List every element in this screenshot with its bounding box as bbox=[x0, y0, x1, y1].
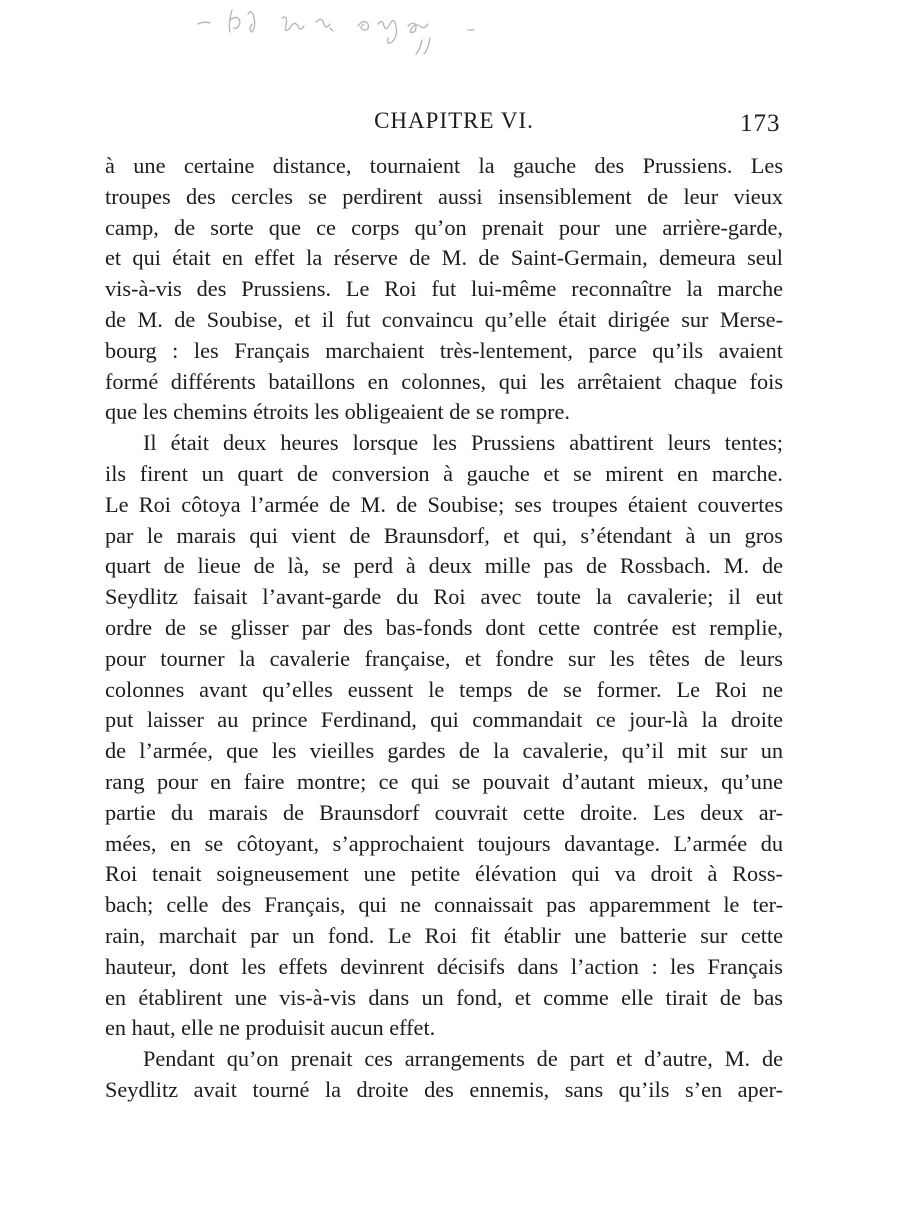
text-line: ils firent un quart de conversion à gauche et se mirent en marche. bbox=[105, 460, 783, 486]
text-line: Roi tenait soigneusement une petite élévation qui va droit à Ross- bbox=[105, 861, 783, 887]
text-line: partie du marais de Braunsdorf couvrait cette droite. Les deux ar- bbox=[105, 799, 783, 825]
text-line: hauteur, dont les effets devinrent décisifs dans l’action : les Français bbox=[105, 953, 783, 979]
text-line: mées, en se côtoyant, s’approchaient toujours davantage. L’armée du bbox=[105, 830, 783, 856]
text-line: en haut, elle ne produisit aucun effet. bbox=[105, 1015, 436, 1041]
text-line: Seydlitz avait tourné la droite des ennemis, sans qu’ils s’en aper- bbox=[105, 1076, 783, 1102]
text-line: Il était deux heures lorsque les Prussiens abattirent leurs tentes; bbox=[143, 430, 783, 456]
paragraph bbox=[105, 428, 783, 1044]
text-line: vis-à-vis des Prussiens. Le Roi fut lui-même reconnaître la marche bbox=[105, 276, 783, 302]
text-line: que les chemins étroits les obligeaient de se rompre. bbox=[105, 399, 571, 425]
paragraph bbox=[105, 151, 783, 428]
text-line: Pendant qu’on prenait ces arrangements de part et d’autre, M. de bbox=[143, 1046, 783, 1072]
running-head bbox=[0, 108, 900, 140]
text-line: rain, marchait par un fond. Le Roi fit établir une batterie sur cette bbox=[105, 922, 783, 948]
text-line: à une certaine distance, tournaient la gauche des Prussiens. Les bbox=[105, 153, 783, 178]
handwritten-annotation bbox=[190, 0, 490, 70]
text-line: pour tourner la cavalerie française, et fondre sur les têtes de leurs bbox=[105, 645, 783, 671]
text-line: formé différents bataillons en colonnes, qui les arrêtaient chaque fois bbox=[105, 368, 783, 394]
text-line: put laisser au prince Ferdinand, qui commandait ce jour-là la droite bbox=[105, 707, 783, 733]
chapter-title: CHAPITRE VI. bbox=[374, 108, 534, 133]
text-line: en établirent une vis-à-vis dans un fond, et comme elle tirait de bas bbox=[105, 984, 783, 1010]
text-line: par le marais qui vient de Braunsdorf, et qui, s’étendant à un gros bbox=[105, 522, 783, 548]
text-line: de l’armée, que les vieilles gardes de la cavalerie, qu’il mit sur un bbox=[105, 738, 783, 764]
text-line: camp, de sorte que ce corps qu’on prenait pour une arrière-garde, bbox=[105, 214, 783, 240]
body-text bbox=[105, 151, 783, 1106]
text-line: bach; celle des Français, qui ne connaissait pas apparemment le ter- bbox=[105, 892, 783, 918]
paragraph bbox=[105, 1044, 783, 1106]
text-line: quart de lieue de là, se perd à deux mille pas de Rossbach. M. de bbox=[105, 553, 783, 579]
text-line: rang pour en faire montre; ce qui se pouvait d’autant mieux, qu’une bbox=[105, 768, 783, 794]
text-line: colonnes avant qu’elles eussent le temps de se former. Le Roi ne bbox=[105, 676, 783, 702]
text-line: et qui était en effet la réserve de M. de Saint-Germain, demeura seul bbox=[105, 245, 783, 271]
text-line: de M. de Soubise, et il fut convaincu qu’elle était dirigée sur Merse- bbox=[105, 306, 783, 332]
page-number: 173 bbox=[740, 110, 781, 137]
text-line: Le Roi côtoya l’armée de M. de Soubise; ses troupes étaient couvertes bbox=[105, 491, 783, 517]
text-line: ordre de se glisser par des bas-fonds dont cette contrée est remplie, bbox=[105, 614, 783, 640]
text-line: Seydlitz faisait l’avant-garde du Roi avec toute la cavalerie; il eut bbox=[105, 584, 783, 610]
text-line: bourg : les Français marchaient très-lentement, parce qu’ils avaient bbox=[105, 337, 783, 363]
text-line: troupes des cercles se perdirent aussi insensiblement de leur vieux bbox=[105, 183, 783, 209]
